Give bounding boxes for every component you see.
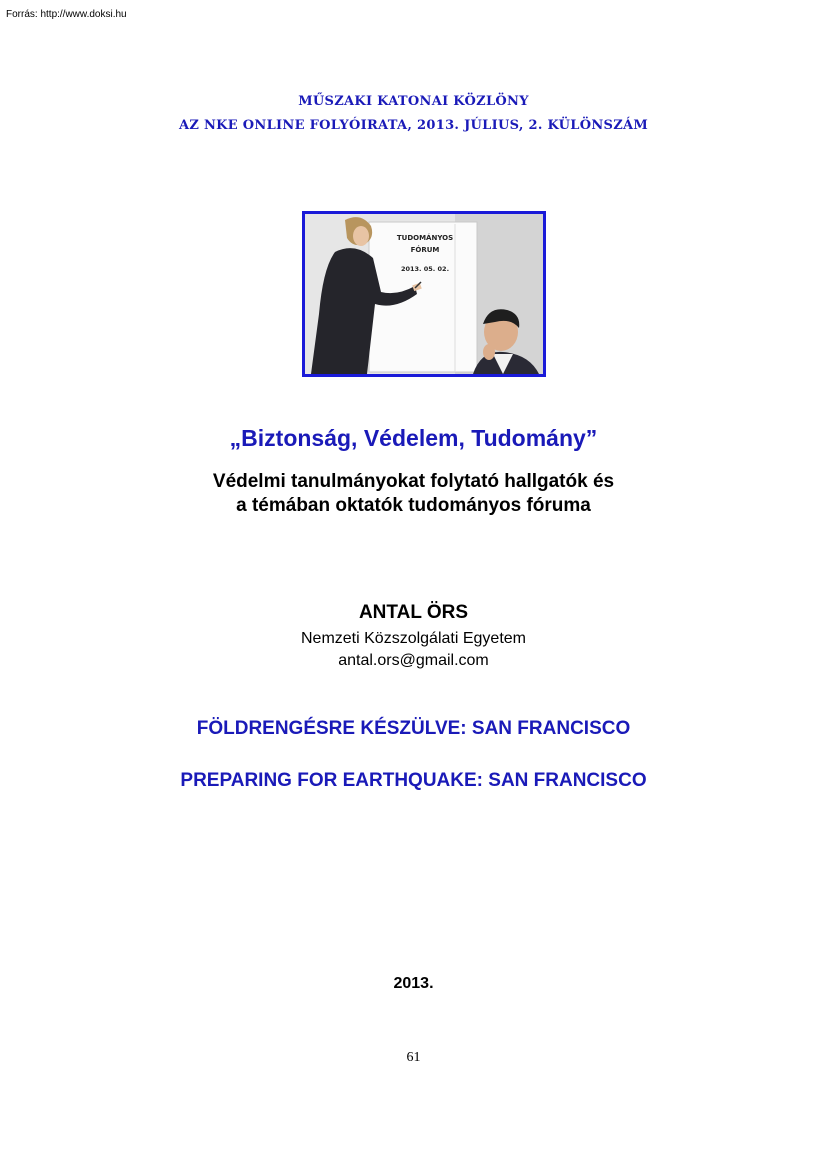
journal-issue: AZ NKE ONLINE FOLYÓIRATA, 2013. JÚLIUS, 2. KÜLÖNSZÁM [178, 118, 649, 133]
source-line: Forrás: http://www.doksi.hu [6, 9, 127, 20]
author-affiliation: Nemzeti Közszolgálati Egyetem [301, 630, 526, 647]
forum-photo [302, 211, 546, 377]
journal-name: MŰSZAKI KATONAI KÖZLÖNY [298, 94, 529, 109]
board-text-1: TUDOMÁNYOS [396, 234, 454, 242]
article-title-hu: FÖLDRENGÉSRE KÉSZÜLVE: SAN FRANCISCO [196, 718, 631, 739]
page-number: 61 [406, 1050, 421, 1065]
author-email: antal.ors@gmail.com [338, 652, 489, 669]
forum-subtitle-line1: Védelmi tanulmányokat folytató hallgatók és [212, 471, 615, 492]
board-text-3: 2013. 05. 02. [400, 265, 450, 273]
forum-subtitle-line2: a témában oktatók tudományos fóruma [236, 495, 591, 516]
forum-photo-illustration [305, 214, 543, 374]
forum-title: „Biztonság, Védelem, Tudomány” [229, 425, 598, 451]
publication-year: 2013. [393, 975, 434, 992]
article-title-en: PREPARING FOR EARTHQUAKE: SAN FRANCISCO [180, 770, 647, 791]
forum-subtitle [0, 470, 827, 518]
author-name: ANTAL ÖRS [358, 602, 469, 623]
board-text-2: FÓRUM [410, 246, 440, 254]
